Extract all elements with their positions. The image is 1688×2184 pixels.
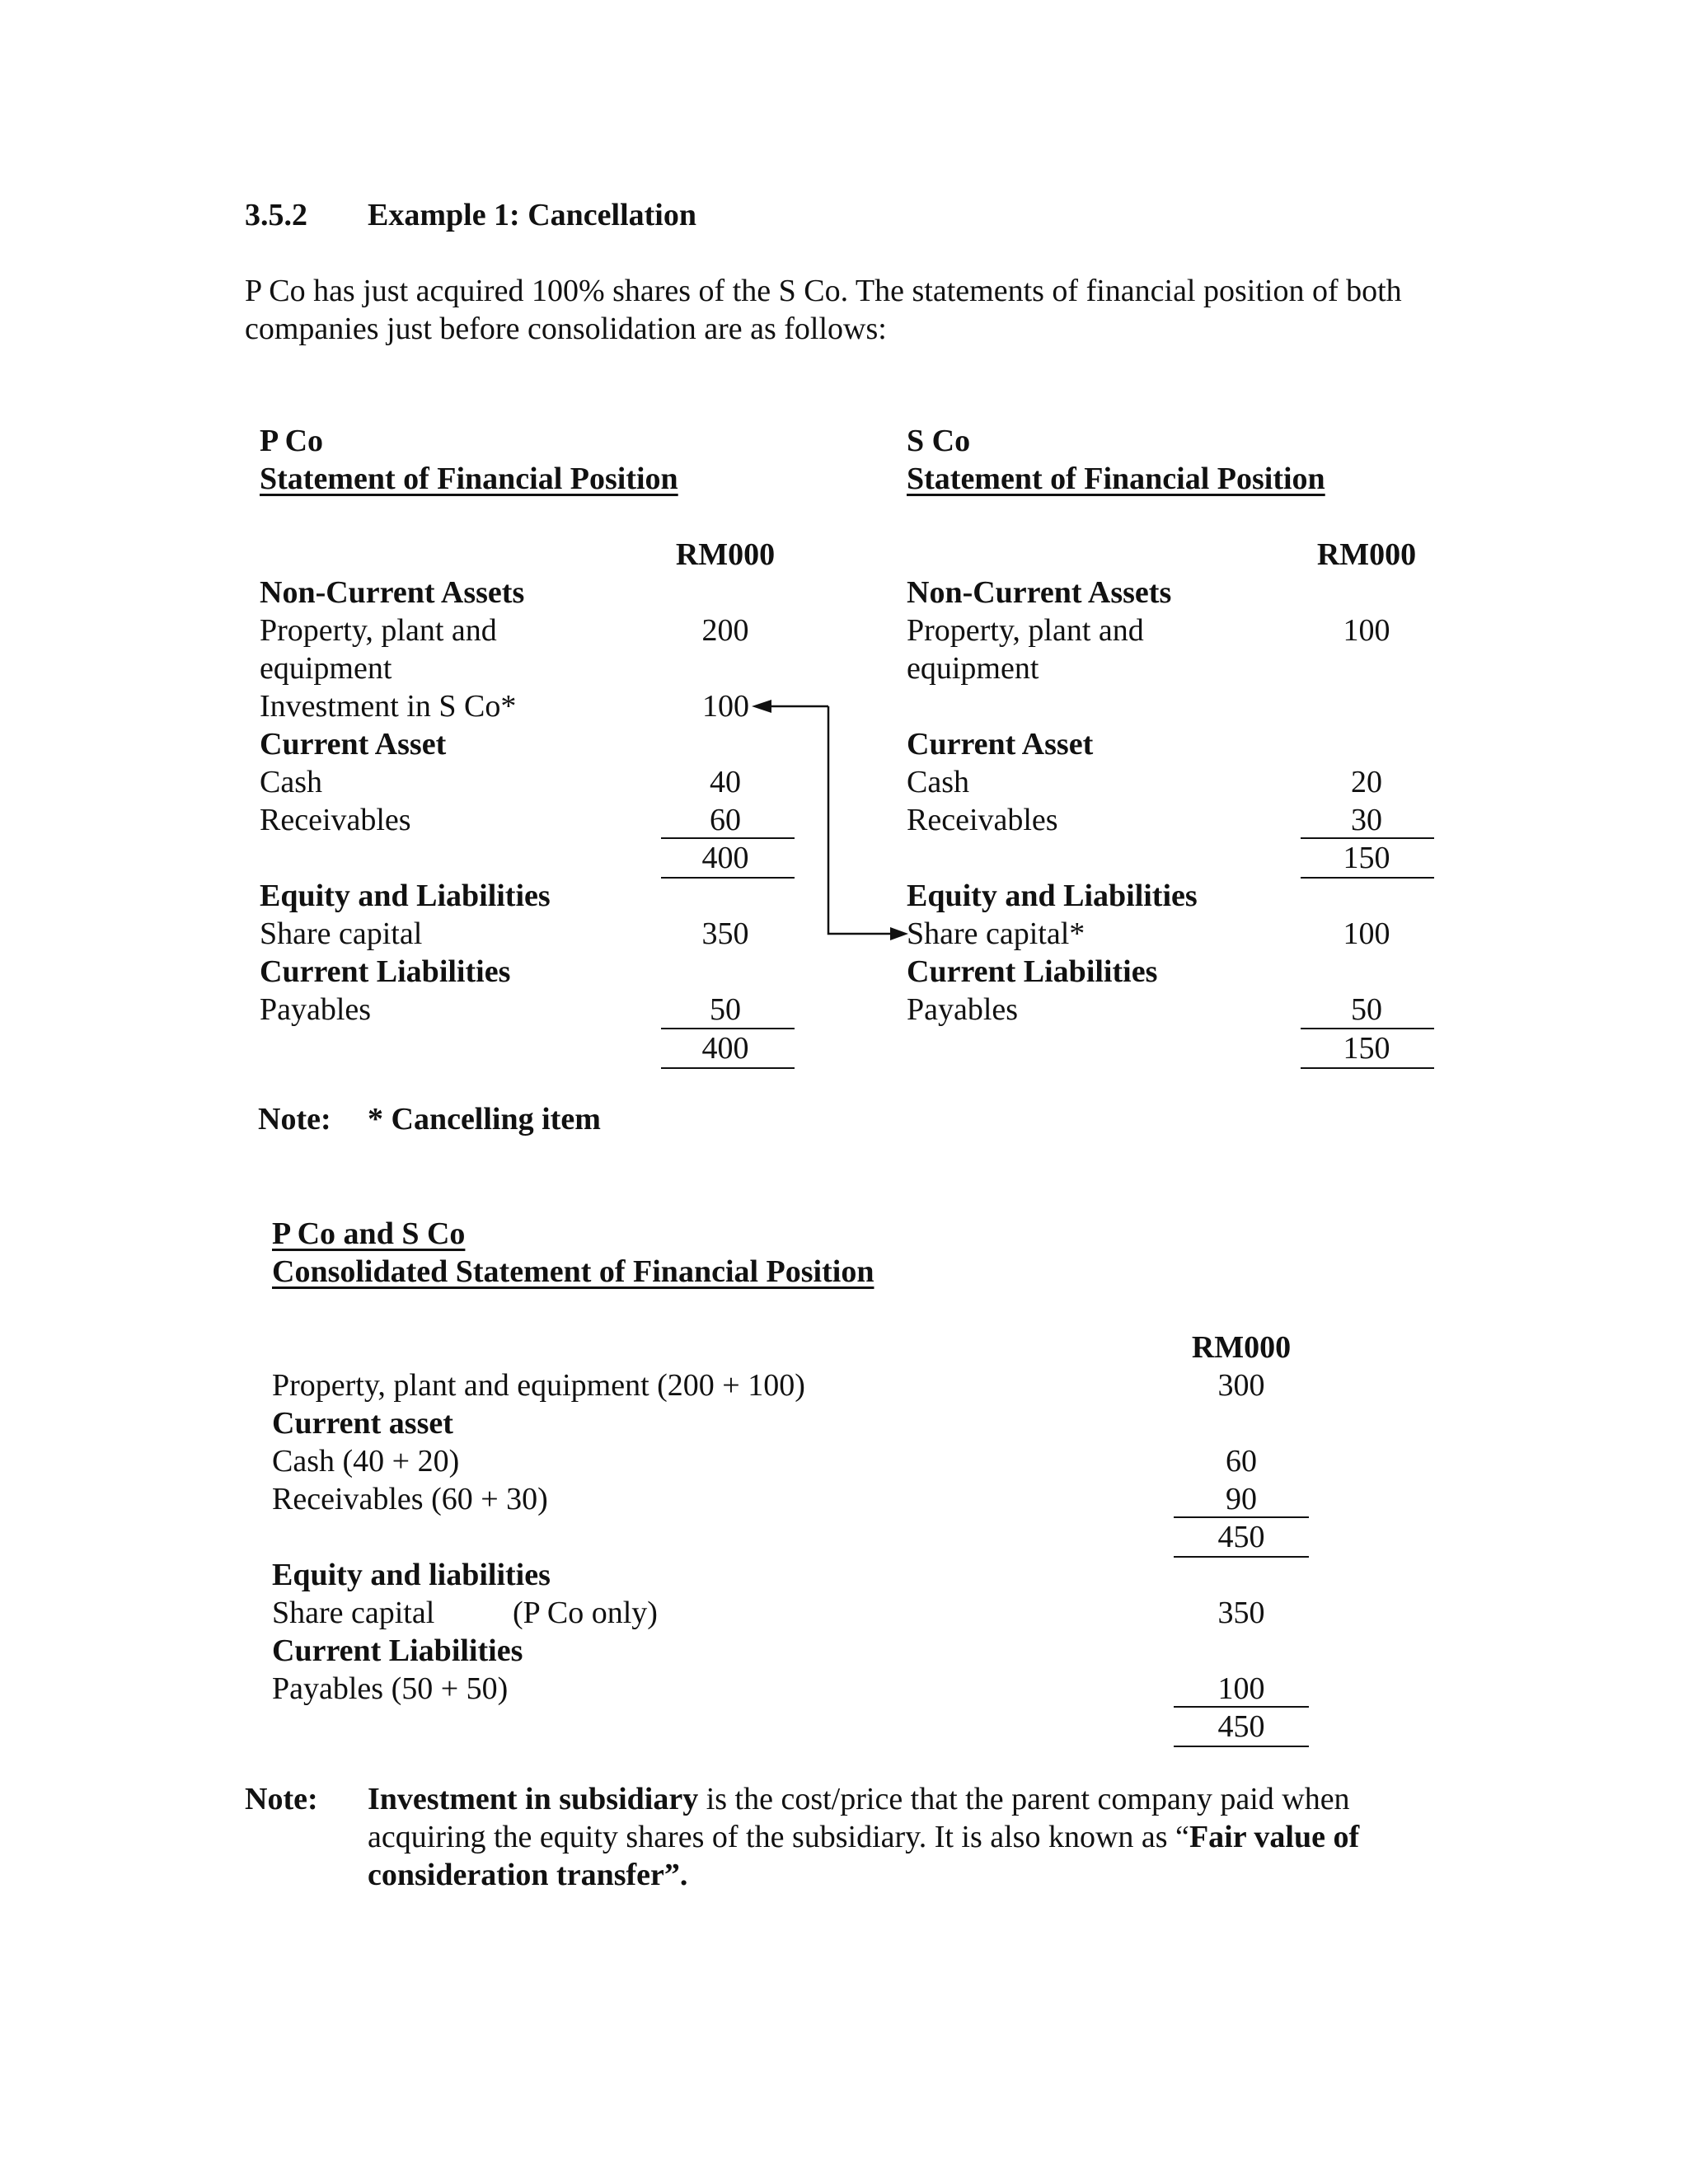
p-co-current-asset-header: Current Asset bbox=[260, 727, 447, 762]
s-co-ppe-label-line2: equipment bbox=[907, 651, 1039, 686]
consolidated-ppe-value: 300 bbox=[1217, 1368, 1265, 1403]
consolidated-payables-value: 100 bbox=[1217, 1671, 1265, 1706]
s-co-receivables-label: Receivables bbox=[907, 803, 1058, 837]
p-co-non-current-header: Non-Current Assets bbox=[260, 575, 525, 610]
consolidated-current-asset-header: Current asset bbox=[272, 1406, 453, 1441]
p-co-current-liabilities-header: Current Liabilities bbox=[260, 954, 511, 989]
p-co-share-capital-label: Share capital bbox=[260, 916, 423, 951]
p-co-equity-header: Equity and Liabilities bbox=[260, 879, 551, 913]
consolidated-payables-label: Payables (50 + 50) bbox=[272, 1671, 509, 1706]
s-co-liab-total-rule bbox=[1301, 1067, 1434, 1069]
p-co-receivables-value: 60 bbox=[710, 803, 741, 837]
consolidated-current-liabilities-header: Current Liabilities bbox=[272, 1633, 523, 1668]
s-co-total-rule bbox=[1301, 877, 1434, 879]
consolidated-ppe-label: Property, plant and equipment (200 + 100) bbox=[272, 1368, 805, 1403]
p-co-total-equity-liabilities: 400 bbox=[701, 1031, 749, 1066]
p-co-investment-label: Investment in S Co* bbox=[260, 689, 517, 724]
p-co-payables-value: 50 bbox=[710, 992, 741, 1027]
consolidated-share-capital-value: 350 bbox=[1217, 1596, 1265, 1630]
consolidated-share-capital-label: Share capital bbox=[272, 1596, 435, 1630]
consolidated-cash-value: 60 bbox=[1226, 1444, 1257, 1479]
s-co-unit: RM000 bbox=[1316, 537, 1417, 572]
p-co-ppe-value: 200 bbox=[701, 613, 749, 648]
s-co-non-current-header: Non-Current Assets bbox=[907, 575, 1172, 610]
p-co-receivables-label: Receivables bbox=[260, 803, 411, 837]
s-co-name: S Co bbox=[907, 424, 971, 458]
p-co-share-capital-value: 350 bbox=[701, 916, 749, 951]
note2-label: Note: bbox=[245, 1782, 318, 1816]
arrow-head-left bbox=[752, 700, 771, 713]
s-co-share-capital-value: 100 bbox=[1343, 916, 1390, 951]
p-co-ppe-label-line1: Property, plant and bbox=[260, 613, 497, 648]
s-co-equity-header: Equity and Liabilities bbox=[907, 879, 1198, 913]
s-co-payables-value: 50 bbox=[1351, 992, 1382, 1027]
consolidated-total-equity-liabilities: 450 bbox=[1217, 1709, 1265, 1744]
consolidated-name: P Co and S Co bbox=[272, 1216, 466, 1251]
arrow-connector-line bbox=[828, 706, 890, 934]
note2-bold-term-2: Fair value of consideration transfer”. bbox=[368, 1820, 1360, 1892]
s-co-ppe-label-line1: Property, plant and bbox=[907, 613, 1144, 648]
s-co-ppe-value: 100 bbox=[1343, 613, 1390, 648]
section-number: 3.5.2 bbox=[245, 198, 307, 232]
consolidated-receivables-label: Receivables (60 + 30) bbox=[272, 1482, 548, 1516]
s-co-total-equity-liabilities: 150 bbox=[1343, 1031, 1390, 1066]
consolidated-unit: RM000 bbox=[1191, 1330, 1292, 1365]
consolidated-liab-total-rule bbox=[1174, 1746, 1309, 1747]
consolidated-receivables-value: 90 bbox=[1226, 1482, 1257, 1516]
intro-paragraph: P Co has just acquired 100% shares of the S Co. The statements of financial position of both companies just before consolidation are as follows: bbox=[245, 274, 1402, 346]
p-co-total-assets: 400 bbox=[701, 841, 749, 875]
section-title: Example 1: Cancellation bbox=[368, 198, 696, 232]
consolidated-total-rule bbox=[1174, 1556, 1309, 1558]
note1-text: * Cancelling item bbox=[368, 1102, 601, 1137]
s-co-cash-label: Cash bbox=[907, 765, 969, 799]
note2-bold-term: Investment in subsidiary bbox=[368, 1782, 699, 1816]
s-co-statement-title: Statement of Financial Position bbox=[907, 462, 1325, 496]
note1-label: Note: bbox=[258, 1102, 331, 1137]
arrow-head-right bbox=[890, 927, 908, 940]
note2-text bbox=[368, 1780, 1439, 1894]
s-co-receivables-value: 30 bbox=[1351, 803, 1382, 837]
p-co-statement-title: Statement of Financial Position bbox=[260, 462, 678, 496]
p-co-name: P Co bbox=[260, 424, 324, 458]
s-co-share-capital-label: Share capital* bbox=[907, 916, 1085, 951]
p-co-investment-value: 100 bbox=[702, 689, 749, 724]
s-co-current-asset-header: Current Asset bbox=[907, 727, 1094, 762]
consolidated-share-capital-note: (P Co only) bbox=[513, 1596, 658, 1630]
p-co-ppe-label-line2: equipment bbox=[260, 651, 392, 686]
consolidated-equity-header: Equity and liabilities bbox=[272, 1558, 551, 1592]
p-co-cash-label: Cash bbox=[260, 765, 322, 799]
p-co-unit: RM000 bbox=[675, 537, 776, 572]
p-co-payables-label: Payables bbox=[260, 992, 372, 1027]
consolidated-total-assets: 450 bbox=[1217, 1520, 1265, 1554]
consolidated-cash-label: Cash (40 + 20) bbox=[272, 1444, 460, 1479]
consolidated-statement-title: Consolidated Statement of Financial Position bbox=[272, 1254, 874, 1289]
p-co-cash-value: 40 bbox=[710, 765, 741, 799]
s-co-total-assets: 150 bbox=[1343, 841, 1390, 875]
note2-body-text: is the cost/price that the parent company paid when acquiring the equity shares of the subsidiary. It is also known as “ bbox=[368, 1782, 1350, 1854]
s-co-cash-value: 20 bbox=[1351, 765, 1382, 799]
s-co-current-liabilities-header: Current Liabilities bbox=[907, 954, 1158, 989]
s-co-payables-label: Payables bbox=[907, 992, 1019, 1027]
